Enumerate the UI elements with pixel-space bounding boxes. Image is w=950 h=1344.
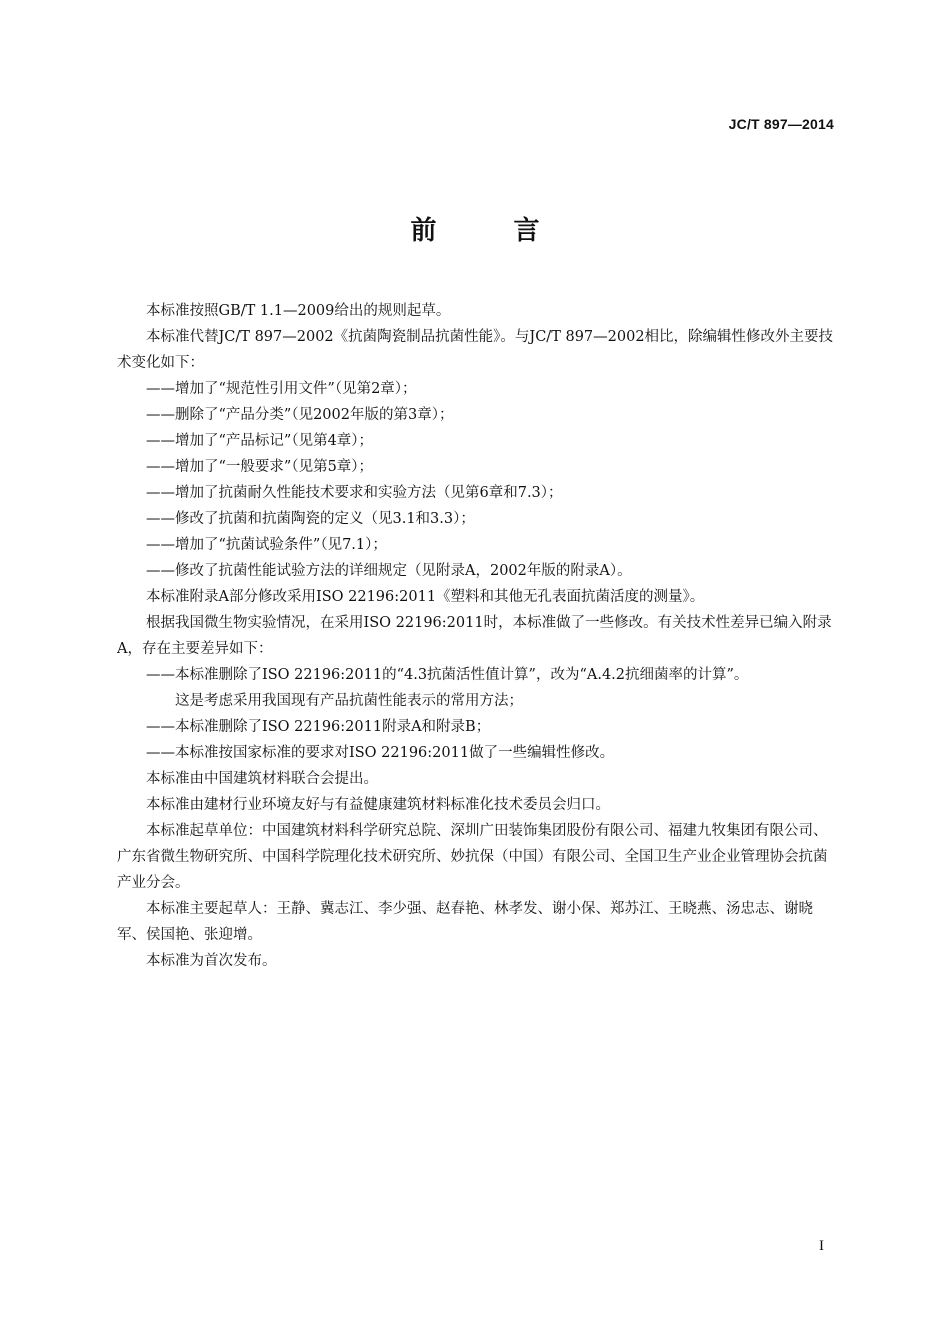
page-title: 前 言 [410,216,574,246]
paragraph-drafting-units: 本标准起草单位：中国建筑材料科学研究总院、深圳广田装饰集团股份有限公司、福建九牧集团有限公司、广东省微生物研究所、中国科学院理化技术研究所、妙抗保（中国）有限公司、全国卫生产业企业管理协会抗菌产业分会。 [117,823,828,891]
difference-item: ——本标准按国家标准的要求对ISO 22196:2011做了一些编辑性修改。 [146,745,615,761]
difference-item-continuation: 这是考虑采用我国现有产品抗菌性能表示的常用方法； [175,693,523,709]
change-item: ——增加了“规范性引用文件”（见第2章）； [146,381,417,397]
change-item: ——删除了“产品分类”（见2002年版的第3章）； [146,407,454,423]
difference-item: ——本标准删除了ISO 22196:2011的“4.3抗菌活性值计算”，改为“A.4.2抗细菌率的计算”。 [146,667,749,683]
change-item: ——增加了“产品标记”（见第4章）； [146,433,374,449]
paragraph-replacement: 本标准代替JC/T 897—2002《抗菌陶瓷制品抗菌性能》。与JC/T 897—2002相比，除编辑性修改外主要技术变化如下： [117,329,834,371]
difference-item: ——本标准删除了ISO 22196:2011附录A和附录B； [146,719,491,735]
paragraph-annex-adoption: 本标准附录A部分修改采用ISO 22196:2011《塑料和其他无孔表面抗菌活度的测量》。 [146,589,705,605]
change-item: ——修改了抗菌和抗菌陶瓷的定义（见3.1和3.3）； [146,511,475,527]
paragraph-drafters: 本标准主要起草人：王静、冀志江、李少强、赵春艳、林孝发、谢小保、郑苏江、王晓燕、汤忠志、谢晓军、侯国艳、张迎增。 [117,901,813,943]
foreword-body [117,298,837,974]
change-item: ——增加了“抗菌试验条件”（见7.1）； [146,537,387,553]
paragraph-differences: 根据我国微生物实验情况，在采用ISO 22196:2011时，本标准做了一些修改。有关技术性差异已编入附录A，存在主要差异如下： [117,615,832,657]
standard-code: JC/T 897—2014 [728,116,834,132]
change-item: ——修改了抗菌性能试验方法的详细规定（见附录A，2002年版的附录A）。 [146,563,632,579]
change-item: ——增加了“一般要求”（见第5章）； [146,459,374,475]
paragraph-first-release: 本标准为首次发布。 [146,953,277,969]
change-item: ——增加了抗菌耐久性能技术要求和实验方法（见第6章和7.3）； [146,485,563,501]
page-number: I [819,1238,824,1254]
paragraph-proposed-by: 本标准由中国建筑材料联合会提出。 [146,771,378,787]
paragraph-technical-committee: 本标准由建材行业环境友好与有益健康建筑材料标准化技术委员会归口。 [146,797,610,813]
paragraph-drafting-rule: 本标准按照GB/T 1.1—2009给出的规则起草。 [146,303,451,319]
